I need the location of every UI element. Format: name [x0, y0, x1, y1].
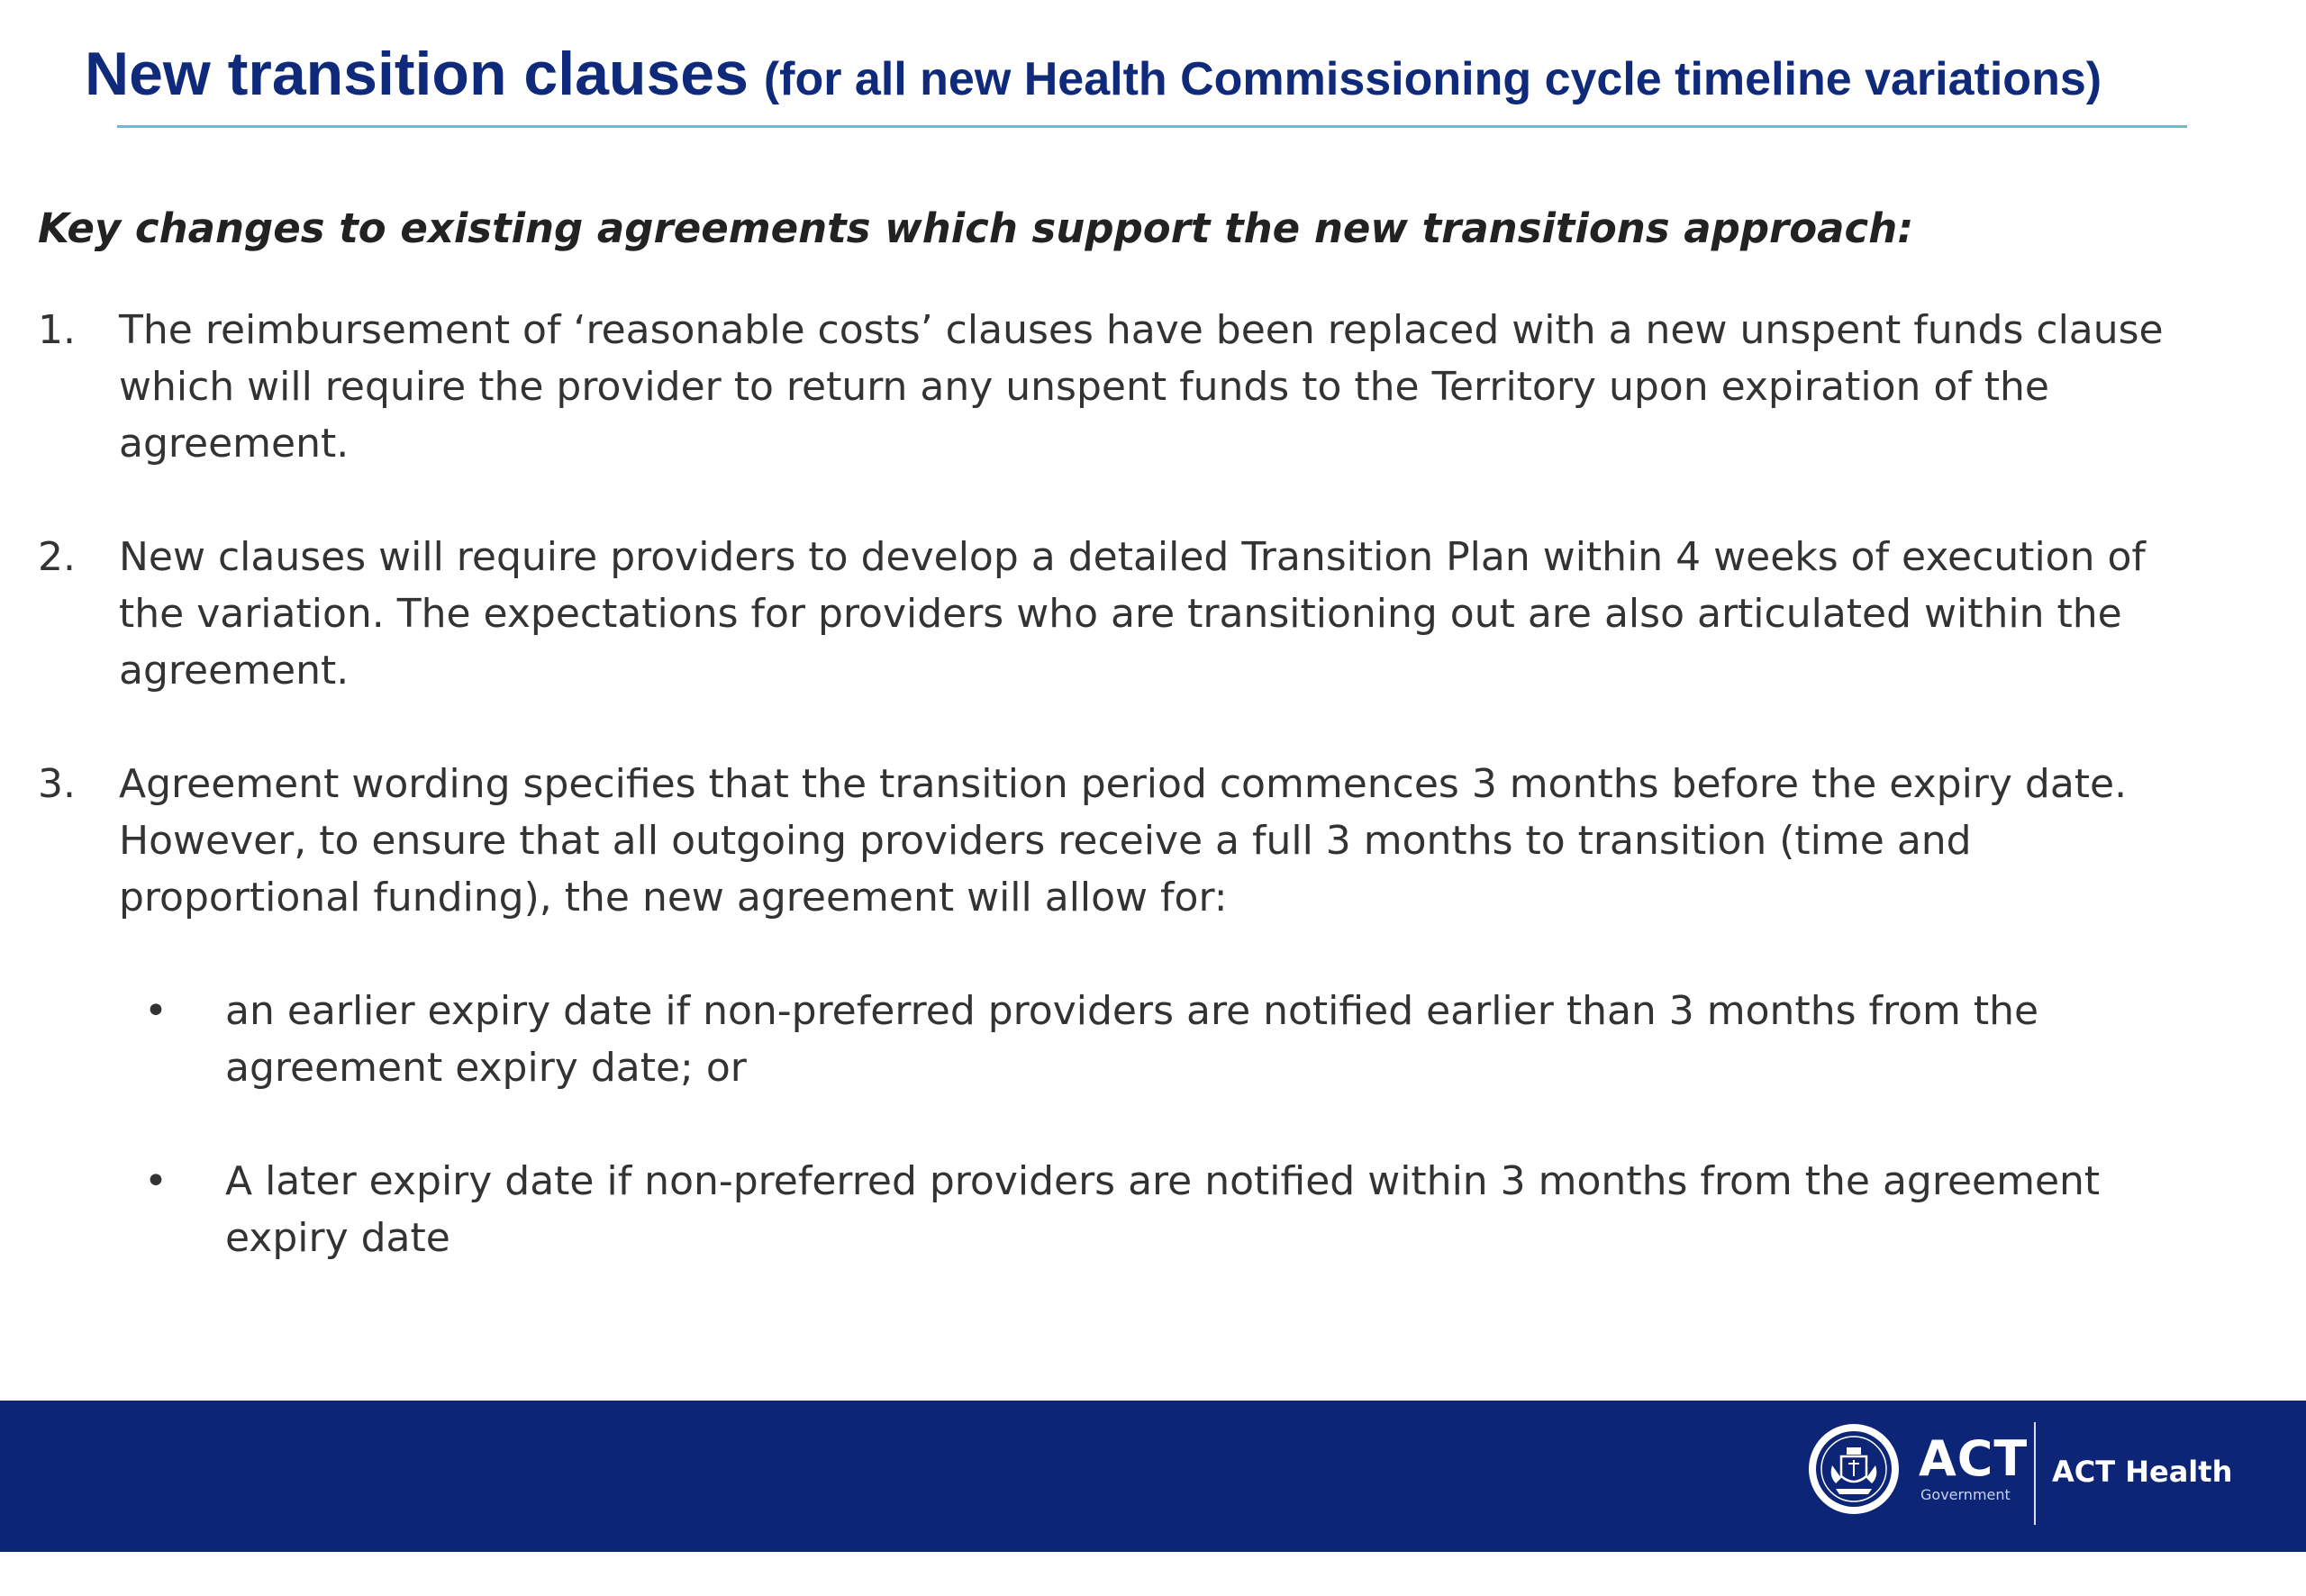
bullet-symbol: • — [144, 1158, 168, 1204]
act-coat-of-arms-seal-icon — [1805, 1420, 1902, 1518]
bullet-item — [38, 983, 2200, 1096]
item-number: 1. — [38, 307, 76, 353]
slide-title-subtitle: (for all new Health Commissioning cycle timeline variations) — [763, 53, 2102, 105]
item-text: New clauses will require providers to develop a detailed Transition Plan within 4 weeks of execution of the variation. The expectations for providers who are transitioning out are also articulated within the agreement. — [119, 534, 2146, 694]
act-health-label: ACT Health — [2052, 1455, 2233, 1489]
item-text: Agreement wording specifies that the transition period commences 3 months before the expiry date. However, to ensure that all outgoing providers receive a full 3 months to transition (time and proportional funding), the new agreement will allow for: — [119, 761, 2128, 920]
slide-title-main: New transition clauses — [85, 40, 749, 108]
item-text: The reimbursement of ‘reasonable costs’ clauses have been replaced with a new unspent funds clause which will require the provider to return any unspent funds to the Territory upon expiration of the agreement. — [119, 307, 2164, 467]
bullet-text: A later expiry date if non-preferred providers are notified within 3 months from the agreement expiry date — [225, 1158, 2101, 1261]
bullet-item — [38, 1153, 2200, 1266]
numbered-item — [38, 756, 2200, 926]
bullet-text: an earlier expiry date if non-preferred providers are notified earlier than 3 months from the agreement expiry date; or — [225, 988, 2039, 1091]
slide-title — [85, 40, 2102, 108]
slide-body — [38, 200, 2200, 1323]
numbered-item — [38, 529, 2200, 699]
act-logo-government: Government — [1920, 1486, 2011, 1503]
title-underline-divider — [117, 125, 2187, 128]
intro-heading: Key changes to existing agreements which support the new transitions approach: — [38, 204, 1914, 252]
logo-divider — [2034, 1422, 2036, 1525]
act-logo-wordmark: ACT — [1919, 1430, 2029, 1487]
bullet-symbol: • — [144, 988, 168, 1034]
item-number: 2. — [38, 534, 76, 580]
item-number: 3. — [38, 761, 76, 807]
footer-band — [0, 1401, 2306, 1552]
numbered-item — [38, 302, 2200, 472]
